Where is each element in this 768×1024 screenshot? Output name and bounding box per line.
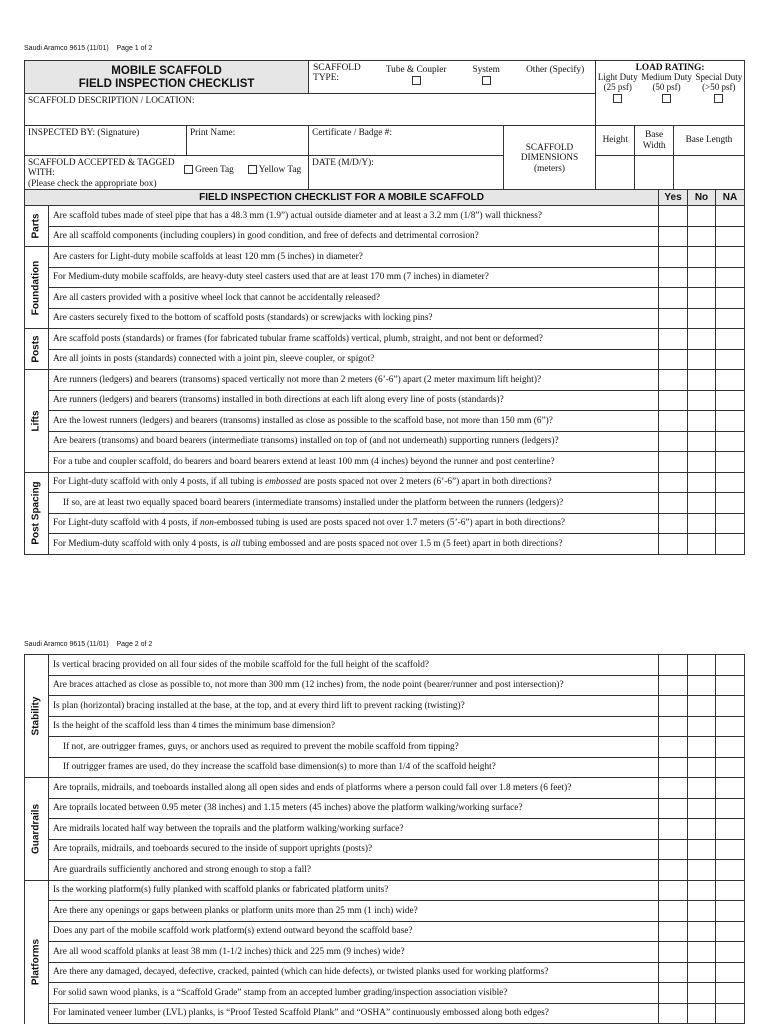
no-answer-cell[interactable] [688, 675, 716, 696]
scaffold-description-field[interactable]: SCAFFOLD DESCRIPTION / LOCATION: [25, 94, 596, 126]
checklist-row [25, 962, 745, 983]
na-answer-cell[interactable] [716, 860, 745, 881]
na-answer-cell[interactable] [715, 226, 744, 247]
checklist-row [25, 696, 745, 717]
yes-answer-cell[interactable] [659, 962, 688, 983]
no-answer-cell[interactable] [688, 267, 716, 288]
green-tag-label: Green Tag [195, 165, 234, 175]
checklist-row [25, 860, 745, 881]
yes-column-header: Yes [659, 190, 688, 206]
checklist-row [25, 716, 745, 737]
yes-answer-cell[interactable] [659, 860, 688, 881]
checklist-row [25, 921, 745, 942]
checklist-row [25, 880, 745, 901]
question-text: Is vertical bracing provided on all four sides of the mobile scaffold for the full height of the scaffold? [48, 655, 658, 676]
na-answer-cell[interactable] [716, 983, 745, 1004]
question-text: If so, are at least two equally spaced board bearers (intermediate transoms) installed under the platform between the runners (ledgers)? [48, 493, 658, 514]
yes-answer-cell[interactable] [659, 696, 688, 717]
na-answer-cell[interactable] [715, 308, 744, 329]
na-answer-cell[interactable] [716, 778, 745, 799]
question-text: Does any part of the mobile scaffold work platform(s) extend outward beyond the scaffold base? [48, 921, 658, 942]
section-stability [25, 655, 49, 778]
no-answer-cell[interactable] [688, 247, 716, 268]
no-answer-cell[interactable] [688, 370, 716, 391]
no-answer-cell[interactable] [688, 901, 716, 922]
section-platforms [25, 880, 49, 1024]
question-text: Are scaffold tubes made of steel pipe that has a 48.3 mm (1.9”) actual outside diameter and at least a 3.2 mm (1/8”) wall thickness? [48, 206, 658, 227]
yes-answer-cell[interactable] [659, 411, 688, 432]
system-checkbox[interactable] [482, 76, 491, 85]
na-answer-cell[interactable] [716, 880, 745, 901]
question-text: Are runners (ledgers) and bearers (transoms) spaced vertically not more than 2 meters (6’-6”) apart (2 meter maximum lift height)? [48, 370, 658, 391]
question-text: Is plan (horizontal) bracing installed at the base, at the top, and at every third lift to prevent racking (twisting)? [48, 696, 658, 717]
section-label: Posts [30, 335, 42, 363]
no-answer-cell[interactable] [688, 206, 716, 227]
yes-answer-cell[interactable] [659, 390, 688, 411]
no-answer-cell[interactable] [688, 1003, 716, 1024]
dimension-height-header: Height [596, 126, 635, 156]
na-answer-cell[interactable] [716, 901, 745, 922]
yellow-tag-checkbox[interactable] [248, 165, 257, 174]
question-text: Are toprails, midrails, and toeboards secured to the inside of support uprights (posts)? [48, 839, 658, 860]
medium-duty-checkbox[interactable] [662, 94, 671, 103]
section-label: Stability [30, 696, 42, 736]
section-label: Guardrails [30, 803, 42, 854]
yes-answer-cell[interactable] [659, 513, 688, 534]
yes-answer-cell[interactable] [659, 901, 688, 922]
no-answer-cell[interactable] [688, 308, 716, 329]
checklist-row [25, 411, 745, 432]
no-answer-cell[interactable] [688, 696, 716, 717]
no-answer-cell[interactable] [688, 431, 716, 452]
question-text: Are guardrails sufficiently anchored and strong enough to stop a fall? [48, 860, 658, 881]
print-name-field[interactable]: Print Name: [186, 126, 308, 156]
checklist-row [25, 329, 745, 350]
yes-answer-cell[interactable] [659, 452, 688, 473]
na-answer-cell[interactable] [716, 655, 745, 676]
no-answer-cell[interactable] [688, 329, 716, 350]
checklist-row [25, 798, 745, 819]
yes-answer-cell[interactable] [659, 349, 688, 370]
load-rating-special[interactable]: Special Duty (>50 psf) [695, 73, 742, 103]
scaffold-type-cell [309, 61, 596, 94]
height-input[interactable] [596, 156, 635, 192]
checklist-row [25, 390, 745, 411]
yes-answer-cell[interactable] [659, 1003, 688, 1024]
inspected-by-field[interactable]: INSPECTED BY: (Signature) [25, 126, 187, 156]
date-field[interactable]: DATE (M/D/Y): [309, 156, 504, 192]
section-label: Foundation [30, 260, 42, 315]
accepted-hint: (Please check the appropriate box) [28, 178, 157, 189]
question-text: Are there any damaged, decayed, defective, cracked, painted (which can hide defects), or twisted planks used for working platforms? [48, 962, 658, 983]
checklist-row [25, 472, 745, 493]
checklist-row [25, 308, 745, 329]
question-text: Are casters for Light-duty mobile scaffolds at least 120 mm (5 inches) in diameter? [48, 247, 658, 268]
question-text: For solid sawn wood planks, is a “Scaffold Grade” stamp from an accepted lumber grading/inspection association visible? [48, 983, 658, 1004]
na-answer-cell[interactable] [715, 534, 744, 555]
question-text: Are all casters provided with a positive wheel lock that cannot be accidentally released? [48, 288, 658, 309]
section-posts [25, 329, 49, 370]
question-text: Are runners (ledgers) and bearers (transoms) installed in both directions at each lift along every line of posts (standards)? [48, 390, 658, 411]
question-text: For laminated veneer lumber (LVL) planks, is “Proof Tested Scaffold Plank” and “OSHA” continuously embossed along both edges? [48, 1003, 658, 1024]
na-answer-cell[interactable] [716, 737, 745, 758]
na-answer-cell[interactable] [716, 798, 745, 819]
section-parts [25, 206, 49, 247]
na-answer-cell[interactable] [715, 267, 744, 288]
no-answer-cell[interactable] [688, 880, 716, 901]
no-answer-cell[interactable] [688, 983, 716, 1004]
checklist-row [25, 737, 745, 758]
yes-answer-cell[interactable] [659, 757, 688, 778]
checklist-row [25, 534, 745, 555]
na-answer-cell[interactable] [716, 962, 745, 983]
checklist-row [25, 431, 745, 452]
accepted-label: SCAFFOLD ACCEPTED & TAGGED WITH: [28, 158, 175, 179]
no-answer-cell[interactable] [688, 655, 716, 676]
section-lifts [25, 370, 49, 473]
question-text: Are there any openings or gaps between planks or platform units more than 25 mm (1 inch) wide? [48, 901, 658, 922]
yes-answer-cell[interactable] [659, 329, 688, 350]
na-answer-cell[interactable] [715, 370, 744, 391]
question-text: For Medium-duty mobile scaffolds, are heavy-duty steel casters used that are at least 170 mm (7 inches) in diameter? [48, 267, 658, 288]
na-answer-cell[interactable] [716, 942, 745, 963]
checklist-row [25, 206, 745, 227]
yes-answer-cell[interactable] [659, 716, 688, 737]
no-answer-cell[interactable] [688, 472, 716, 493]
checklist-row [25, 288, 745, 309]
scaffold-type-label: SCAFFOLD TYPE: [313, 63, 361, 84]
page1-footer-code: Saudi Aramco 9615 (11/01) Page 1 of 2 [24, 45, 153, 52]
yellow-tag-label: Yellow Tag [258, 165, 302, 175]
yes-answer-cell[interactable] [659, 206, 688, 227]
question-text: Are all scaffold components (including couplers) in good condition, and free of defects and detrimental corrosion? [48, 226, 658, 247]
checklist-row [25, 1003, 745, 1024]
no-answer-cell[interactable] [688, 226, 716, 247]
no-answer-cell[interactable] [688, 921, 716, 942]
na-answer-cell[interactable] [716, 1003, 745, 1024]
yes-answer-cell[interactable] [659, 798, 688, 819]
load-rating-label: LOAD RATING: [635, 63, 705, 73]
na-answer-cell[interactable] [715, 431, 744, 452]
question-text: Is the working platform(s) fully planked with scaffold planks or fabricated platform units? [48, 880, 658, 901]
na-answer-cell[interactable] [716, 819, 745, 840]
na-answer-cell[interactable] [716, 839, 745, 860]
question-text: For Light-duty scaffold with only 4 posts, if all tubing is embossed are posts spaced not over 2 meters (6’-6”) apart in both directions? [48, 472, 658, 493]
na-answer-cell[interactable] [715, 472, 744, 493]
base-length-input[interactable] [673, 156, 744, 192]
question-text: Are midrails located half way between the toprails and the platform walking/working surface? [48, 819, 658, 840]
type-option-tube-coupler[interactable]: Tube & Coupler [375, 61, 457, 86]
page2-checklist-table [24, 654, 745, 1024]
green-tag-checkbox[interactable] [184, 165, 193, 174]
question-text: For a tube and coupler scaffold, do bearers and board bearers extend at least 100 mm (4 inches) beyond the runner and post centerline? [48, 452, 658, 473]
checklist-row [25, 983, 745, 1004]
load-rating-light[interactable]: Light Duty (25 psf) [598, 73, 638, 103]
na-answer-cell[interactable] [716, 716, 745, 737]
dimension-width-header: Base Width [635, 126, 674, 156]
no-answer-cell[interactable] [688, 349, 716, 370]
base-width-input[interactable] [635, 156, 674, 192]
page1-page-label: Page 1 of 2 [116, 45, 153, 52]
yes-answer-cell[interactable] [659, 534, 688, 555]
no-answer-cell[interactable] [688, 778, 716, 799]
na-answer-cell[interactable] [715, 390, 744, 411]
na-answer-cell[interactable] [716, 921, 745, 942]
checklist-row [25, 901, 745, 922]
yes-answer-cell[interactable] [659, 675, 688, 696]
yes-answer-cell[interactable] [659, 226, 688, 247]
certificate-field[interactable]: Certificate / Badge #: [309, 126, 504, 156]
checklist-row [25, 778, 745, 799]
no-column-header: No [688, 190, 716, 206]
na-answer-cell[interactable] [715, 329, 744, 350]
page1-checklist-table [24, 189, 745, 555]
no-answer-cell[interactable] [688, 534, 716, 555]
checklist-row [25, 226, 745, 247]
na-answer-cell[interactable] [715, 411, 744, 432]
type-option-system[interactable]: System [457, 61, 515, 86]
yes-answer-cell[interactable] [659, 819, 688, 840]
yes-answer-cell[interactable] [659, 983, 688, 1004]
no-answer-cell[interactable] [688, 513, 716, 534]
light-duty-checkbox[interactable] [613, 94, 622, 103]
na-answer-cell[interactable] [715, 206, 744, 227]
checklist-row [25, 839, 745, 860]
na-answer-cell[interactable] [715, 452, 744, 473]
na-answer-cell[interactable] [715, 513, 744, 534]
question-text: Are the lowest runners (ledgers) and bearers (transoms) installed as close as possible to the scaffold base, not more than 150 mm (6”)? [48, 411, 658, 432]
yes-answer-cell[interactable] [659, 288, 688, 309]
section-guardrails [25, 778, 49, 881]
no-answer-cell[interactable] [688, 819, 716, 840]
checklist-row [25, 247, 745, 268]
dimension-length-header: Base Length [673, 126, 744, 156]
section-post-spacing [25, 472, 49, 554]
section-label: Platforms [30, 938, 42, 986]
na-column-header: NA [715, 190, 744, 206]
tube-coupler-checkbox[interactable] [412, 76, 421, 85]
form-title: MOBILE SCAFFOLD FIELD INSPECTION CHECKLIST [25, 61, 309, 94]
yes-answer-cell[interactable] [659, 839, 688, 860]
question-text: Are toprails located between 0.95 meter (38 inches) and 1.15 meters (45 inches) above the platform walking/working surface? [48, 798, 658, 819]
yes-answer-cell[interactable] [659, 921, 688, 942]
load-rating-medium[interactable]: Medium Duty (50 psf) [641, 73, 692, 103]
section-label: Parts [30, 213, 42, 239]
question-text: If not, are outrigger frames, guys, or anchors used as required to prevent the mobile scaffold from tipping? [48, 737, 658, 758]
checklist-row [25, 493, 745, 514]
special-duty-checkbox[interactable] [714, 94, 723, 103]
question-text: Are scaffold posts (standards) or frames (for fabricated tubular frame scaffolds) vertical, plumb, straight, and not bent or deformed? [48, 329, 658, 350]
checklist-row [25, 757, 745, 778]
section-foundation [25, 247, 49, 329]
accepted-tag-field [25, 156, 309, 192]
checklist-row [25, 267, 745, 288]
section-label: Lifts [30, 410, 42, 432]
page1-header-table [24, 60, 745, 192]
no-answer-cell[interactable] [688, 839, 716, 860]
na-answer-cell[interactable] [715, 247, 744, 268]
yes-answer-cell[interactable] [659, 655, 688, 676]
na-answer-cell[interactable] [715, 288, 744, 309]
yes-answer-cell[interactable] [659, 247, 688, 268]
checklist-row [25, 452, 745, 473]
question-text: Are bearers (transoms) and board bearers (intermediate transoms) installed on top of (and not underneath) supporting runners (ledgers)? [48, 431, 658, 452]
na-answer-cell[interactable] [716, 696, 745, 717]
yes-answer-cell[interactable] [659, 370, 688, 391]
yes-answer-cell[interactable] [659, 942, 688, 963]
load-rating-cell [596, 61, 745, 126]
question-text: Are all wood scaffold planks at least 38 mm (1-1/2 inches) thick and 225 mm (9 inches) wide? [48, 942, 658, 963]
no-answer-cell[interactable] [688, 452, 716, 473]
question-text: Are all joints in posts (standards) connected with a joint pin, sleeve coupler, or spigot? [48, 349, 658, 370]
checklist-title: FIELD INSPECTION CHECKLIST FOR A MOBILE SCAFFOLD [25, 190, 659, 206]
no-answer-cell[interactable] [688, 737, 716, 758]
question-text: For Light-duty scaffold with 4 posts, if non-embossed tubing is used are posts spaced not over 1.7 meters (5’-6”) apart in both directions? [48, 513, 658, 534]
yes-answer-cell[interactable] [659, 737, 688, 758]
no-answer-cell[interactable] [688, 288, 716, 309]
no-answer-cell[interactable] [688, 962, 716, 983]
checklist-row [25, 349, 745, 370]
no-answer-cell[interactable] [688, 942, 716, 963]
no-answer-cell[interactable] [688, 390, 716, 411]
question-text: Are toprails, midrails, and toeboards installed along all open sides and ends of platforms where a person could fall over 1.8 meters (6 feet)? [48, 778, 658, 799]
no-answer-cell[interactable] [688, 860, 716, 881]
page2-footer-code: Saudi Aramco 9615 (11/01) Page 2 of 2 [24, 641, 153, 648]
yes-answer-cell[interactable] [659, 472, 688, 493]
page2-page-label: Page 2 of 2 [116, 641, 153, 648]
no-answer-cell[interactable] [688, 798, 716, 819]
na-answer-cell[interactable] [715, 493, 744, 514]
no-answer-cell[interactable] [688, 757, 716, 778]
yes-answer-cell[interactable] [659, 431, 688, 452]
yes-answer-cell[interactable] [659, 308, 688, 329]
checklist-row [25, 370, 745, 391]
na-answer-cell[interactable] [715, 349, 744, 370]
scaffold-dimensions-label: SCAFFOLD DIMENSIONS (meters) [503, 126, 595, 192]
yes-answer-cell[interactable] [659, 880, 688, 901]
na-answer-cell[interactable] [716, 757, 745, 778]
type-option-other[interactable]: Other (Specify) [526, 65, 585, 75]
checklist-row [25, 675, 745, 696]
no-answer-cell[interactable] [688, 493, 716, 514]
checklist-row [25, 655, 745, 676]
checklist-row [25, 513, 745, 534]
yes-answer-cell[interactable] [659, 267, 688, 288]
question-text: Are casters securely fixed to the bottom of scaffold posts (standards) or screwjacks with locking pins? [48, 308, 658, 329]
na-answer-cell[interactable] [716, 675, 745, 696]
question-text: Is the height of the scaffold less than 4 times the minimum base dimension? [48, 716, 658, 737]
yes-answer-cell[interactable] [659, 493, 688, 514]
no-answer-cell[interactable] [688, 716, 716, 737]
yes-answer-cell[interactable] [659, 778, 688, 799]
no-answer-cell[interactable] [688, 411, 716, 432]
question-text: For Medium-duty scaffold with only 4 posts, is all tubing embossed and are posts spaced not over 1.5 m (5 feet) apart in both directions? [48, 534, 658, 555]
section-label: Post Spacing [30, 481, 42, 545]
question-text: If outrigger frames are used, do they increase the scaffold base dimension(s) to more than 1/4 of the scaffold height? [48, 757, 658, 778]
question-text: Are braces attached as close as possible to, not more than 300 mm (12 inches) from, the node point (bearer/runner and post intersection)? [48, 675, 658, 696]
checklist-row [25, 819, 745, 840]
checklist-row [25, 942, 745, 963]
